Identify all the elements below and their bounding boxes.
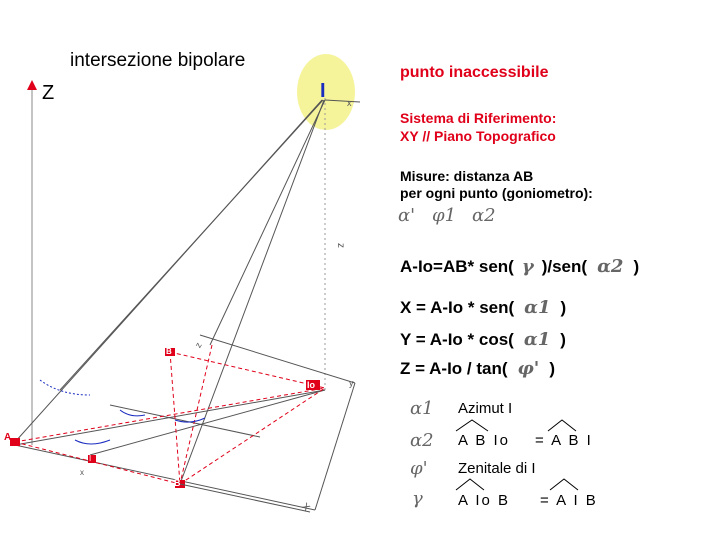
ground-cross-line	[110, 405, 260, 437]
ref-line2: XY // Piano Topografico	[400, 128, 556, 144]
formula-x	[400, 297, 566, 318]
legend-extra-3: = A I B	[540, 492, 598, 509]
measure-symbol-phi1: φ1	[432, 205, 457, 226]
angle-arc-b	[120, 410, 145, 416]
ground-front-edge	[15, 445, 315, 510]
formula-alo-alpha2: α2	[597, 256, 624, 277]
measures-line1: Misure: distanza AB	[400, 168, 534, 184]
label-z-corner: z	[192, 340, 204, 350]
measure-symbol-alpha2: α2	[472, 205, 496, 226]
legend-sym-0: α1	[410, 398, 434, 419]
ground-back-edge	[200, 335, 355, 383]
legend-sym-1: α2	[410, 430, 434, 451]
formula-alo-part-b: )/sen(	[541, 257, 588, 276]
z-small-label: z	[335, 243, 346, 248]
formula-y-part-b: )	[560, 330, 566, 349]
label-Io: Io	[307, 380, 315, 390]
legend-text-0: Azimut I	[458, 400, 513, 417]
red-dash-A-B	[15, 442, 180, 484]
formula-y-part-a: Y = A-Io * cos(	[400, 330, 514, 349]
label-A: A	[4, 432, 12, 443]
formula-alo-part-a: A-Io=AB* sen(	[400, 257, 514, 276]
x-axis-line	[180, 484, 310, 512]
axis-z-label: Z	[42, 82, 55, 104]
formula-z-phi: φ'	[517, 358, 540, 379]
ground-diag-line	[90, 390, 325, 455]
formula-y	[400, 329, 566, 350]
legend-text-1: A B Io	[458, 432, 511, 449]
red-dash-B2-Io	[170, 352, 325, 388]
ref-line1: Sistema di Riferimento:	[400, 110, 557, 126]
line-I-B	[180, 100, 324, 484]
legend-sym-3: γ	[412, 488, 423, 509]
formula-x-part-b: )	[560, 298, 567, 317]
x-small-label: x	[347, 98, 352, 108]
angle-arc-a	[75, 440, 110, 444]
page-title: intersezione bipolare	[70, 50, 246, 71]
measures-line2: per ogni punto (goniometro):	[400, 185, 593, 201]
formula-z	[400, 358, 555, 379]
measure-symbol-alpha1: α'	[398, 205, 416, 226]
formula-x-part-a: X = A-Io * sen(	[400, 298, 515, 317]
label-x-low: x	[80, 468, 84, 477]
point-I-label: I	[320, 80, 326, 102]
formula-z-part-a: Z = A-Io / tan(	[400, 359, 508, 378]
red-dash-A-Io	[15, 388, 325, 442]
z-axis-arrow-icon	[27, 80, 37, 90]
x-axis-label: X	[299, 501, 312, 514]
ground-right-edge	[315, 383, 355, 510]
y-small-label: y	[349, 378, 354, 388]
heading: punto inaccessibile	[400, 64, 549, 81]
legend-text-2: Zenitale di I	[458, 460, 536, 477]
point-A-marker	[10, 438, 20, 446]
formula-x-alpha1: α1	[524, 297, 551, 318]
legend-sym-2: φ'	[410, 458, 428, 479]
angle-arc-z	[40, 380, 90, 395]
formula-alo-gamma: γ	[521, 256, 534, 277]
line-I-A2	[60, 100, 323, 390]
label-B2: B	[166, 347, 172, 356]
label-i-low: I	[89, 454, 92, 463]
legend-text-3: A Io B	[458, 492, 511, 509]
legend-extra-1: = A B I	[535, 432, 593, 449]
formula-y-alpha1: α1	[523, 329, 551, 350]
label-B: B	[174, 478, 181, 488]
line-I-B2	[210, 100, 325, 345]
formula-alo-part-d: )	[633, 257, 640, 276]
formula-z-part-b: )	[549, 359, 555, 378]
formula-alo	[400, 256, 639, 277]
